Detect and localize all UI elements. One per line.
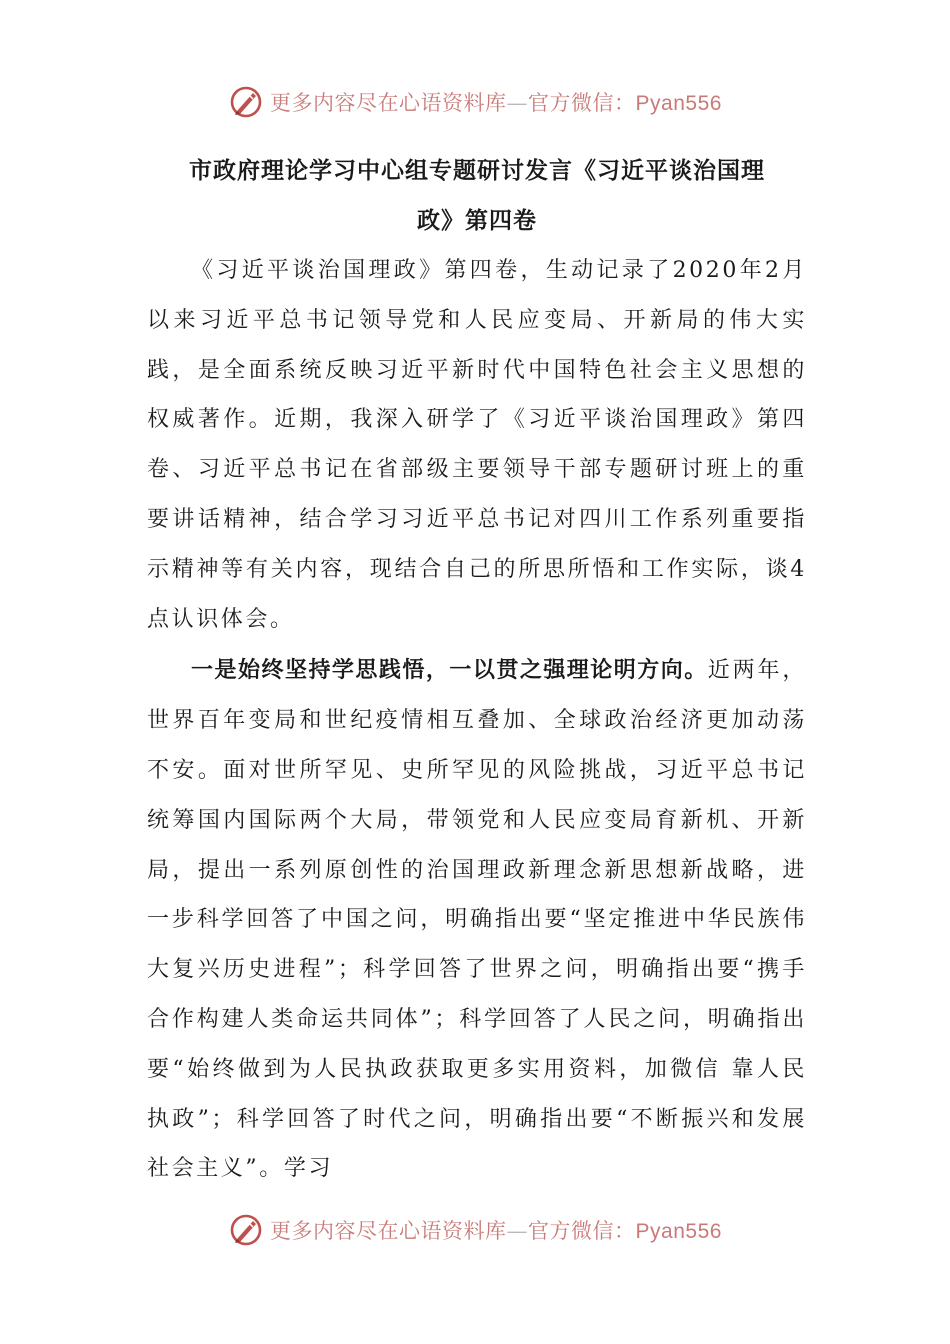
paragraph-intro: 《习近平谈治国理政》第四卷，生动记录了2020年2月以来习近平总书记领导党和人民应变局、开新局的伟大实践，是全面系统反映习近平新时代中国特色社会主义思想的权威著作。近期，我深入研学了《习近平谈治国理政》第四卷、习近平总书记在省部级主要领导干部专题研讨班上的重要讲话精神，结合学习习近平总书记对四川工作系列重要指示精神等有关内容，现结合自己的所思所悟和工作实际，谈4点认识体会。 (147, 258, 807, 632)
paragraph-point-one (147, 646, 807, 1194)
watermark-main-text: 更多内容尽在心语资料库 (270, 1219, 507, 1243)
watermark-dash: — (506, 91, 529, 115)
document-body (147, 146, 807, 1194)
pen-logo-icon (228, 84, 264, 120)
watermark-official-label: 官方微信： (528, 1219, 636, 1243)
watermark-main-text: 更多内容尽在心语资料库 (270, 91, 507, 115)
watermark-official-label: 官方微信： (528, 91, 636, 115)
pen-logo-icon (228, 1212, 264, 1248)
watermark-banner-bottom (0, 1206, 950, 1254)
watermark-wechat-id: Pyan556 (635, 92, 722, 115)
document-title (147, 146, 807, 246)
document-title-line1: 市政府理论学习中心组专题研讨发言《习近平谈治国理 (189, 158, 765, 184)
document-title-line2: 政》第四卷 (417, 208, 537, 234)
watermark-dash: — (506, 1219, 529, 1243)
watermark-wechat-id: Pyan556 (635, 1220, 722, 1243)
paragraph-point-one-body: 近两年，世界百年变局和世纪疫情相互叠加、全球政治经济更加动荡不安。面对世所罕见、史所罕见的风险挑战，习近平总书记统筹国内国际两个大局，带领党和人民应变局育新机、开新局，提出一系列原创性的治国理政新理念新思想新战略，进一步科学回答了中国之问，明确指出要“坚定推进中华民族伟大复兴历史进程”；科学回答了世界之问，明确指出要“携手合作构建人类命运共同体”；科学回答了人民之问，明确指出要“始终做到为人民执政获取更多实用资料，加微信 靠人民执政”；科学回答了时代之问，明确指出要“不断振兴和发展社会主义”。学习 (147, 658, 807, 1182)
watermark-banner-top (0, 78, 950, 126)
paragraph-point-one-lead: 一是始终坚持学思践悟，一以贯之强理论明方向。 (191, 658, 708, 684)
